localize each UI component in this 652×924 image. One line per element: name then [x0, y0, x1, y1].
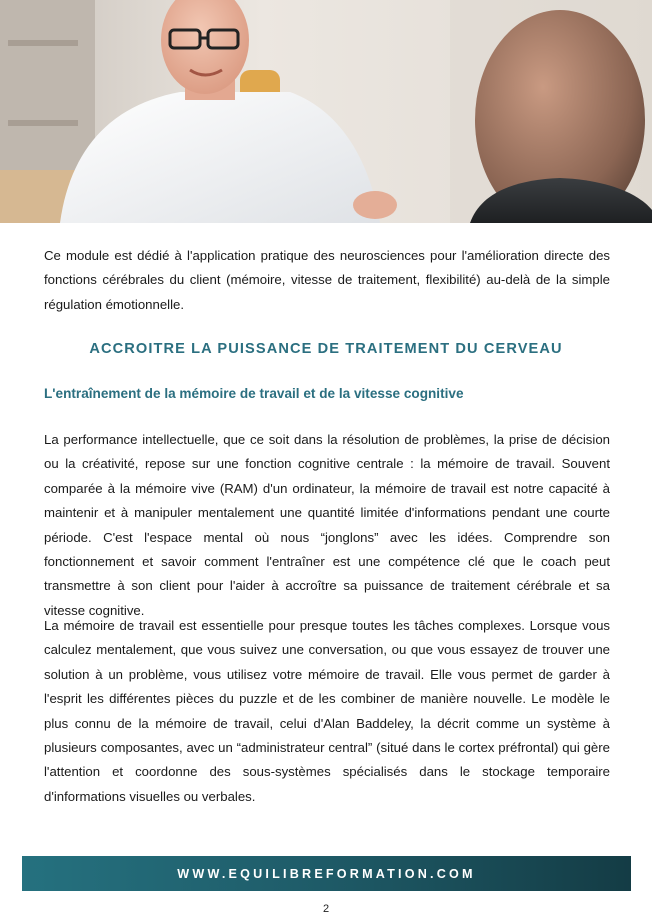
section-title: ACCROITRE LA PUISSANCE DE TRAITEMENT DU CERVEAU	[89, 341, 563, 357]
body-paragraph-2: La mémoire de travail est essentielle pour presque toutes les tâches complexes. Lorsque vous calculez mentalement, que vous suivez une conversation, ou que vous essayez de trouver une solution à un problème, vous utilisez votre mémoire de travail. Elle vous permet de garder à l'esprit les différentes pièces du puzzle et de les combiner de manière nouvelle. Le modèle le plus connu de la mémoire de travail, celui d'Alan Baddeley, la décrit comme un système à plusieurs composantes, avec un “administrateur central” (situé dans le cortex préfrontal) qui gère l'attention et coordonne des sous-systèmes spécialisés dans le stockage temporaire d'informations visuelles ou verbales.	[44, 618, 610, 804]
intro-paragraph: Ce module est dédié à l'application pratique des neurosciences pour l'amélioration directe des fonctions cérébrales du client (mémoire, vitesse de traitement, flexibilité) au-delà de la simple régulation émotionnelle.	[44, 248, 610, 312]
coaching-session-illustration	[0, 0, 652, 223]
footer-website-link[interactable]: WWW.EQUILIBREFORMATION.COM	[177, 866, 476, 881]
footer-band	[22, 856, 631, 891]
page-number: 2	[322, 903, 330, 915]
subtitle: L'entraînement de la mémoire de travail et de la vitesse cognitive	[44, 386, 464, 401]
header-photo	[0, 0, 652, 223]
body-paragraph-1: La performance intellectuelle, que ce soit dans la résolution de problèmes, la prise de décision ou la créativité, repose sur une fonction cognitive centrale : la mémoire de travail. Souvent comparée à la mémoire vive (RAM) d'un ordinateur, la mémoire de travail est notre capacité à maintenir et à manipuler mentalement une quantité limitée d'informations pendant une courte période. C'est l'espace mental où nous “jonglons” avec les idées. Comprendre son fonctionnement et savoir comment l'entraîner est une compétence clé que le coach peut transmettre à son client pour l'aider à accroître sa puissance de traitement cérébrale et sa vitesse cognitive.	[44, 432, 610, 618]
